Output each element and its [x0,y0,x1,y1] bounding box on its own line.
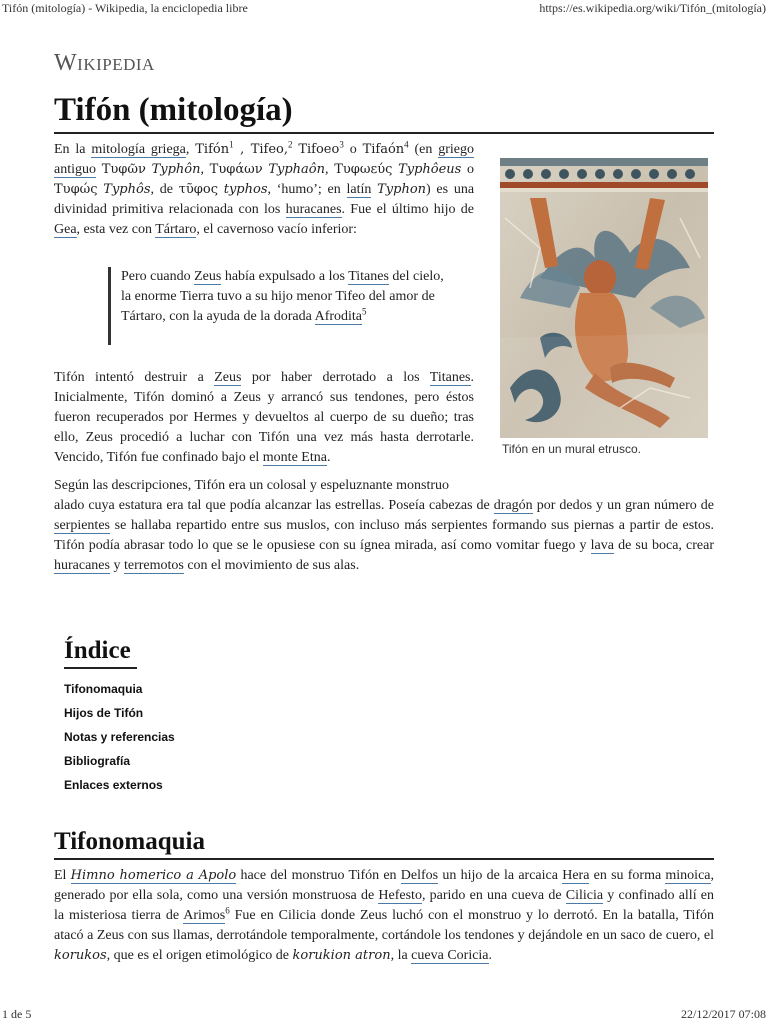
ref-6[interactable]: 6 [225,905,230,916]
link-titanes[interactable]: Titanes [348,269,389,284]
ref-1[interactable]: 1 [229,139,234,150]
print-datetime: 22/12/2017 07:08 [680,1007,766,1021]
ref-5[interactable]: 5 [362,306,367,317]
toc-item-notas-y-referencias[interactable]: Notas y referencias [64,730,175,744]
article-figure [500,158,708,456]
link-monte-etna[interactable]: monte Etna [262,450,327,465]
toc-item-hijos-de-tifon[interactable]: Hijos de Tifón [64,706,144,720]
intro-section [54,139,714,465]
link-mitologia-griega[interactable]: mitología griega [91,142,186,157]
toc-item-enlaces-externos[interactable]: Enlaces externos [64,778,163,792]
intro-paragraph: En la mitología griega, Tifón$^1$ , Tifeo,$^2$ Tifoeo$^3$ o Tifaón$^4$ (en griego antiguo Τυφῶν Typhôn, Τυφάων Typhaôn, Τυφωεύς Typhôeus o Τυφώς Typhôs, de τῦφος typhos, ‘humo’; en latín Typhon) es una divinidad primitiva relacionada con los huracanes. Fue el último hijo de Gea, esta vez con Tártaro, el cavernoso vacío inferior: [54,139,475,237]
toc-item-bibliografia[interactable]: Bibliografía [64,754,131,768]
link-zeus[interactable]: Zeus [194,269,222,284]
print-doc-title: Tifón (mitología) - Wikipedia, la enciclopedia libre [2,1,248,15]
link-huracanes-2[interactable]: huracanes [54,558,110,573]
link-dragon[interactable]: dragón [493,498,533,513]
figure-caption: Tifón en un mural etrusco. [502,442,641,456]
print-url: https://es.wikipedia.org/wiki/Tifón_(mitología) [539,1,766,15]
ref-2[interactable]: 2 [287,139,293,150]
toc-item-tifonomaquia[interactable]: Tifonomaquia [64,682,143,696]
link-hefesto[interactable]: Hefesto [378,888,422,903]
link-arimos[interactable]: Arimos [183,908,226,923]
ref-4[interactable]: 4 [404,139,409,150]
link-titanes-2[interactable]: Titanes [429,370,471,385]
link-minoica[interactable]: minoica [665,868,711,883]
page-title: Tifón (mitología) [54,92,714,134]
link-cilicia[interactable]: Cilicia [565,888,604,903]
toc-list [64,677,175,797]
table-of-contents [64,637,175,797]
ref-3[interactable]: 3 [339,139,344,150]
section-title: Tifonomaquia [54,828,714,860]
blockquote: Pero cuando Zeus había expulsado a los Titanes del cielo, la enorme Tierra tuvo a su hijo menor Tifeo del amor de Tártaro, con la ayuda de la dorada Afrodita$^5$ [108,267,461,345]
link-zeus-2[interactable]: Zeus [214,370,242,385]
link-delfos[interactable]: Delfos [400,868,439,883]
section-paragraph: El Himno homerico a Apolo hace del monstruo Tifón en Delfos un hijo de la arcaica Hera en su forma minoica, generado por ella sola, como una versión monstruosa de Hefesto, parido en una cueva de Cilicia y confinado allí en la misteriosa tierra de Arimos$^6$ Fue en Cilicia donde Zeus luchó con el monstruo y lo derrotó. En la batalla, Tifón atacó a Zeus con sus llamas, derrotándole temporalmente, cortándole los tendones y dejándole en un saco de cuero, el korukos, que es el origen etimológico de korukion atron, la cueva Coricia. [54,868,715,963]
paragraph-description: Según las descripciones, Tifón era un colosal y espeluznante monstruo alado cuya estatura era tal que podía alcanzar las estrellas. Poseía cabezas de dragón por dedos y un gran número de serpientes se hallaba repartido entre sus muslos, con incluso más serpientes formando sus piernas a partir de estos. Tifón podía abrasar todo lo que se le opusiese con su ígnea mirada, así como vomitar fuego y lava de su boca, crear huracanes y terremotos con el movimiento de sus alas. [54,478,714,573]
paragraph-zeus-battle: Tifón intentó destruir a Zeus por haber derrotado a los Titanes. Inicialmente, Tifón dominó a Zeus y arrancó sus tendones, pero éstos fueron recuperados por Hermes y devueltos al cuerpo de su dueño; tras ello, Zeus procedió a luchar con Tifón una vez más hasta derrotarle. Vencido, Tifón fue confinado bajo el monte Etna. [54,370,474,465]
link-hera[interactable]: Hera [562,868,590,883]
toc-title: Índice [64,637,137,669]
link-lava[interactable]: lava [590,538,614,553]
link-terremotos[interactable]: terremotos [123,558,184,573]
link-griego-antiguo[interactable]: griego antiguo [54,142,475,177]
print-page-number: 1 de 5 [2,1007,32,1021]
link-himno-homerico[interactable]: Himno homerico a Apolo [70,868,237,883]
etruscan-mural-image[interactable] [500,158,708,438]
link-cueva-coricia[interactable]: cueva Coricia [411,948,489,963]
print-footer [0,1006,768,1022]
link-huracanes[interactable]: huracanes [285,202,342,217]
link-serpientes[interactable]: serpientes [54,518,110,533]
link-latin[interactable]: latín [346,182,372,197]
link-tartaro[interactable]: Tártaro [155,222,197,237]
print-header [0,0,768,16]
article-page [54,50,715,963]
section-tifonomaquia [54,828,714,966]
link-afrodita[interactable]: Afrodita [314,309,363,324]
wikipedia-logo: Wikipedia [54,50,155,76]
link-gea[interactable]: Gea [54,222,77,237]
